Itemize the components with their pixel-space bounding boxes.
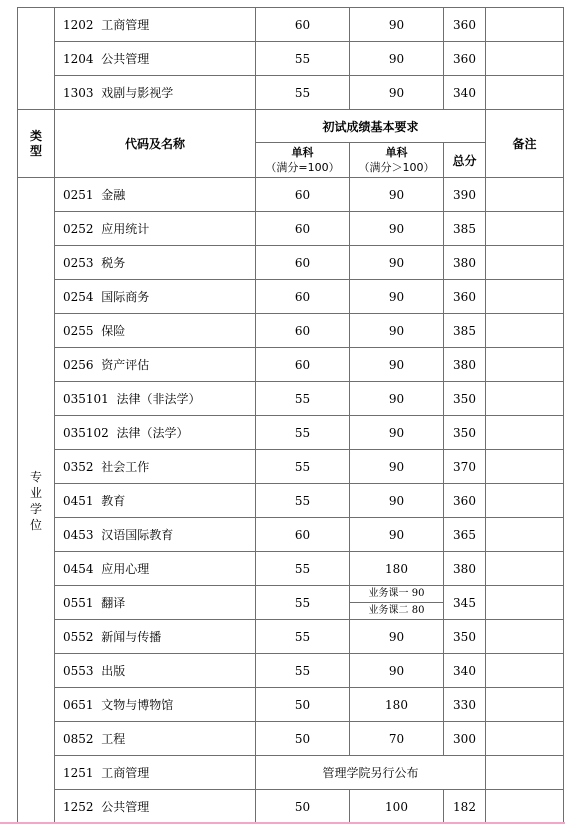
course-two-requirement: 业务课二 80 xyxy=(368,605,425,616)
table-row xyxy=(18,416,564,450)
code-name-cell: 1303 戏剧与影视学 xyxy=(55,76,256,110)
table-row xyxy=(18,314,564,348)
single-over100-cell: 90 xyxy=(350,654,444,688)
single-100-cell: 60 xyxy=(256,212,350,246)
major-name: 资产评估 xyxy=(101,358,150,372)
table-row xyxy=(18,246,564,280)
note-cell xyxy=(486,178,564,212)
single-over100-cell: 90 xyxy=(350,246,444,280)
total-cell: 380 xyxy=(444,348,486,382)
major-name: 法律（法学） xyxy=(116,426,189,440)
single-100-cell: 55 xyxy=(256,654,350,688)
major-code: 0551 xyxy=(63,596,94,610)
total-cell: 340 xyxy=(444,654,486,688)
single-100-cell: 55 xyxy=(256,76,350,110)
total-cell: 390 xyxy=(444,178,486,212)
single-over100-cell: 90 xyxy=(350,518,444,552)
single-over100-cell: 100 xyxy=(350,790,444,824)
major-code: 0552 xyxy=(63,630,94,644)
note-cell xyxy=(486,76,564,110)
table-row xyxy=(18,688,564,722)
note-cell xyxy=(486,552,564,586)
total-cell: 360 xyxy=(444,8,486,42)
total-cell: 380 xyxy=(444,552,486,586)
major-code: 0253 xyxy=(63,256,94,270)
total-cell: 360 xyxy=(444,42,486,76)
note-cell xyxy=(486,518,564,552)
note-cell xyxy=(486,8,564,42)
single-over100-cell: 180 xyxy=(350,552,444,586)
single-over100-cell: 90 xyxy=(350,450,444,484)
code-name-cell: 1202 工商管理 xyxy=(55,8,256,42)
note-cell xyxy=(486,42,564,76)
table-row xyxy=(18,42,564,76)
table-row xyxy=(18,756,564,790)
single-over100-cell: 90 xyxy=(350,348,444,382)
single-over100-cell: 90 xyxy=(350,416,444,450)
note-cell xyxy=(486,756,564,790)
note-cell xyxy=(486,212,564,246)
single-100-cell: 60 xyxy=(256,518,350,552)
table-row xyxy=(18,586,564,620)
single-100-cell: 50 xyxy=(256,688,350,722)
major-code: 0453 xyxy=(63,528,94,542)
code-name-cell xyxy=(55,178,256,212)
major-code: 0254 xyxy=(63,290,94,304)
total-cell: 345 xyxy=(444,586,486,620)
header-single-over100 xyxy=(350,143,444,178)
single-over100-cell: 90 xyxy=(350,42,444,76)
page-bottom-rule xyxy=(0,822,565,824)
note-cell xyxy=(486,450,564,484)
single-over100-cell: 90 xyxy=(350,76,444,110)
note-cell xyxy=(486,314,564,348)
table-row xyxy=(18,722,564,756)
major-name: 应用心理 xyxy=(101,562,150,576)
code-name-cell xyxy=(55,280,256,314)
type-cell-continued xyxy=(18,8,55,110)
single-100-cell: 55 xyxy=(256,450,350,484)
major-name: 保险 xyxy=(101,324,126,338)
note-cell xyxy=(486,722,564,756)
total-cell: 340 xyxy=(444,76,486,110)
total-cell: 360 xyxy=(444,280,486,314)
table-row xyxy=(18,382,564,416)
major-name: 税务 xyxy=(101,256,126,270)
major-code: 1251 xyxy=(63,766,94,780)
single-100-cell: 50 xyxy=(256,722,350,756)
header-single-full100 xyxy=(256,143,350,178)
table-row xyxy=(18,8,564,42)
category-label: 专业学位 xyxy=(29,469,42,532)
single-over100-cell: 70 xyxy=(350,722,444,756)
single-100-cell: 50 xyxy=(256,790,350,824)
major-code: 0651 xyxy=(63,698,94,712)
single-100-cell: 55 xyxy=(256,382,350,416)
note-cell xyxy=(486,348,564,382)
major-code: 035101 xyxy=(63,392,109,406)
code-name-cell xyxy=(55,416,256,450)
single-100-cell: 55 xyxy=(256,416,350,450)
header-single-full100-line1: 单科 xyxy=(291,146,314,159)
single-over100-cell: 90 xyxy=(350,620,444,654)
note-cell xyxy=(486,280,564,314)
header-type-label: 类型 xyxy=(29,128,42,158)
code-name-cell xyxy=(55,756,256,790)
note-cell xyxy=(486,416,564,450)
total-cell: 350 xyxy=(444,620,486,654)
split-course-cell xyxy=(350,586,444,620)
single-100-cell: 55 xyxy=(256,484,350,518)
single-100-cell: 60 xyxy=(256,8,350,42)
single-over100-cell: 90 xyxy=(350,484,444,518)
note-cell xyxy=(486,688,564,722)
code-name-cell xyxy=(55,552,256,586)
note-cell xyxy=(486,382,564,416)
table-row xyxy=(18,450,564,484)
total-cell: 350 xyxy=(444,416,486,450)
single-over100-cell: 90 xyxy=(350,212,444,246)
single-over100-cell: 90 xyxy=(350,280,444,314)
major-code: 0852 xyxy=(63,732,94,746)
header-note: 备注 xyxy=(486,110,564,178)
table-row xyxy=(18,212,564,246)
major-name: 教育 xyxy=(101,494,126,508)
major-name: 汉语国际教育 xyxy=(101,528,174,542)
table-row xyxy=(18,790,564,824)
major-name: 工程 xyxy=(101,732,126,746)
total-cell: 380 xyxy=(444,246,486,280)
total-cell: 385 xyxy=(444,212,486,246)
single-100-cell: 60 xyxy=(256,246,350,280)
single-over100-cell: 90 xyxy=(350,178,444,212)
code-name-cell xyxy=(55,722,256,756)
note-cell xyxy=(486,620,564,654)
note-cell xyxy=(486,484,564,518)
table-row xyxy=(18,620,564,654)
single-100-cell: 55 xyxy=(256,586,350,620)
major-code: 0352 xyxy=(63,460,94,474)
note-cell xyxy=(486,654,564,688)
major-name: 金融 xyxy=(101,188,126,202)
table-row xyxy=(18,654,564,688)
single-100-cell: 60 xyxy=(256,280,350,314)
major-name: 社会工作 xyxy=(101,460,150,474)
single-100-cell: 60 xyxy=(256,178,350,212)
table-row xyxy=(18,280,564,314)
code-name-cell xyxy=(55,450,256,484)
major-code: 0553 xyxy=(63,664,94,678)
major-code: 035102 xyxy=(63,426,109,440)
code-name-cell xyxy=(55,212,256,246)
note-cell xyxy=(486,790,564,824)
header-type xyxy=(18,110,55,178)
total-cell: 300 xyxy=(444,722,486,756)
major-code: 0251 xyxy=(63,188,94,202)
academic-rows-continued xyxy=(18,8,564,110)
total-cell: 330 xyxy=(444,688,486,722)
code-name-cell: 1204 公共管理 xyxy=(55,42,256,76)
code-name-cell xyxy=(55,620,256,654)
header-requirements: 初试成绩基本要求 xyxy=(256,110,486,143)
single-over100-cell: 180 xyxy=(350,688,444,722)
single-over100-cell: 90 xyxy=(350,314,444,348)
single-100-cell: 60 xyxy=(256,314,350,348)
header-code-name: 代码及名称 xyxy=(55,110,256,178)
total-cell: 350 xyxy=(444,382,486,416)
major-name: 翻译 xyxy=(101,596,126,610)
major-name: 应用统计 xyxy=(101,222,150,236)
major-name: 国际商务 xyxy=(101,290,150,304)
table-header xyxy=(18,110,564,178)
major-code: 0454 xyxy=(63,562,94,576)
total-cell: 182 xyxy=(444,790,486,824)
table-row xyxy=(18,518,564,552)
header-single-over100-line1: 单科 xyxy=(385,146,408,159)
code-name-cell xyxy=(55,484,256,518)
total-cell: 370 xyxy=(444,450,486,484)
code-name-cell xyxy=(55,586,256,620)
single-100-cell: 55 xyxy=(256,552,350,586)
major-code: 0255 xyxy=(63,324,94,338)
table-row xyxy=(18,484,564,518)
single-100-cell: 55 xyxy=(256,42,350,76)
major-name: 法律（非法学） xyxy=(116,392,201,406)
single-100-cell: 55 xyxy=(256,620,350,654)
table-row xyxy=(18,552,564,586)
total-cell: 365 xyxy=(444,518,486,552)
major-name: 工商管理 xyxy=(101,766,150,780)
table-row xyxy=(18,76,564,110)
table-row xyxy=(18,178,564,212)
code-name-cell xyxy=(55,688,256,722)
total-cell: 360 xyxy=(444,484,486,518)
note-cell xyxy=(486,246,564,280)
major-code: 0256 xyxy=(63,358,94,372)
course-one-requirement: 业务课一 90 xyxy=(350,586,443,603)
code-name-cell xyxy=(55,348,256,382)
major-name: 文物与博物馆 xyxy=(101,698,174,712)
code-name-cell xyxy=(55,518,256,552)
code-name-cell xyxy=(55,790,256,824)
code-name-cell xyxy=(55,654,256,688)
code-name-cell xyxy=(55,246,256,280)
code-name-cell xyxy=(55,314,256,348)
single-over100-cell: 90 xyxy=(350,382,444,416)
major-code: 1252 xyxy=(63,800,94,814)
major-name: 新闻与传播 xyxy=(101,630,162,644)
major-name: 出版 xyxy=(101,664,126,678)
professional-degree-rows xyxy=(18,178,564,824)
code-name-cell xyxy=(55,382,256,416)
major-code: 0451 xyxy=(63,494,94,508)
total-cell: 385 xyxy=(444,314,486,348)
major-name: 公共管理 xyxy=(101,800,150,814)
single-100-cell: 60 xyxy=(256,348,350,382)
score-requirements-table xyxy=(17,7,564,824)
note-cell xyxy=(486,586,564,620)
table-row xyxy=(18,348,564,382)
header-single-over100-line2: （满分＞100） xyxy=(358,161,435,174)
major-code: 0252 xyxy=(63,222,94,236)
header-total: 总分 xyxy=(444,143,486,178)
single-over100-cell: 90 xyxy=(350,8,444,42)
header-single-full100-line2: （满分=100） xyxy=(265,161,340,174)
merged-announcement-cell: 管理学院另行公布 xyxy=(256,756,486,790)
type-cell xyxy=(18,178,55,824)
